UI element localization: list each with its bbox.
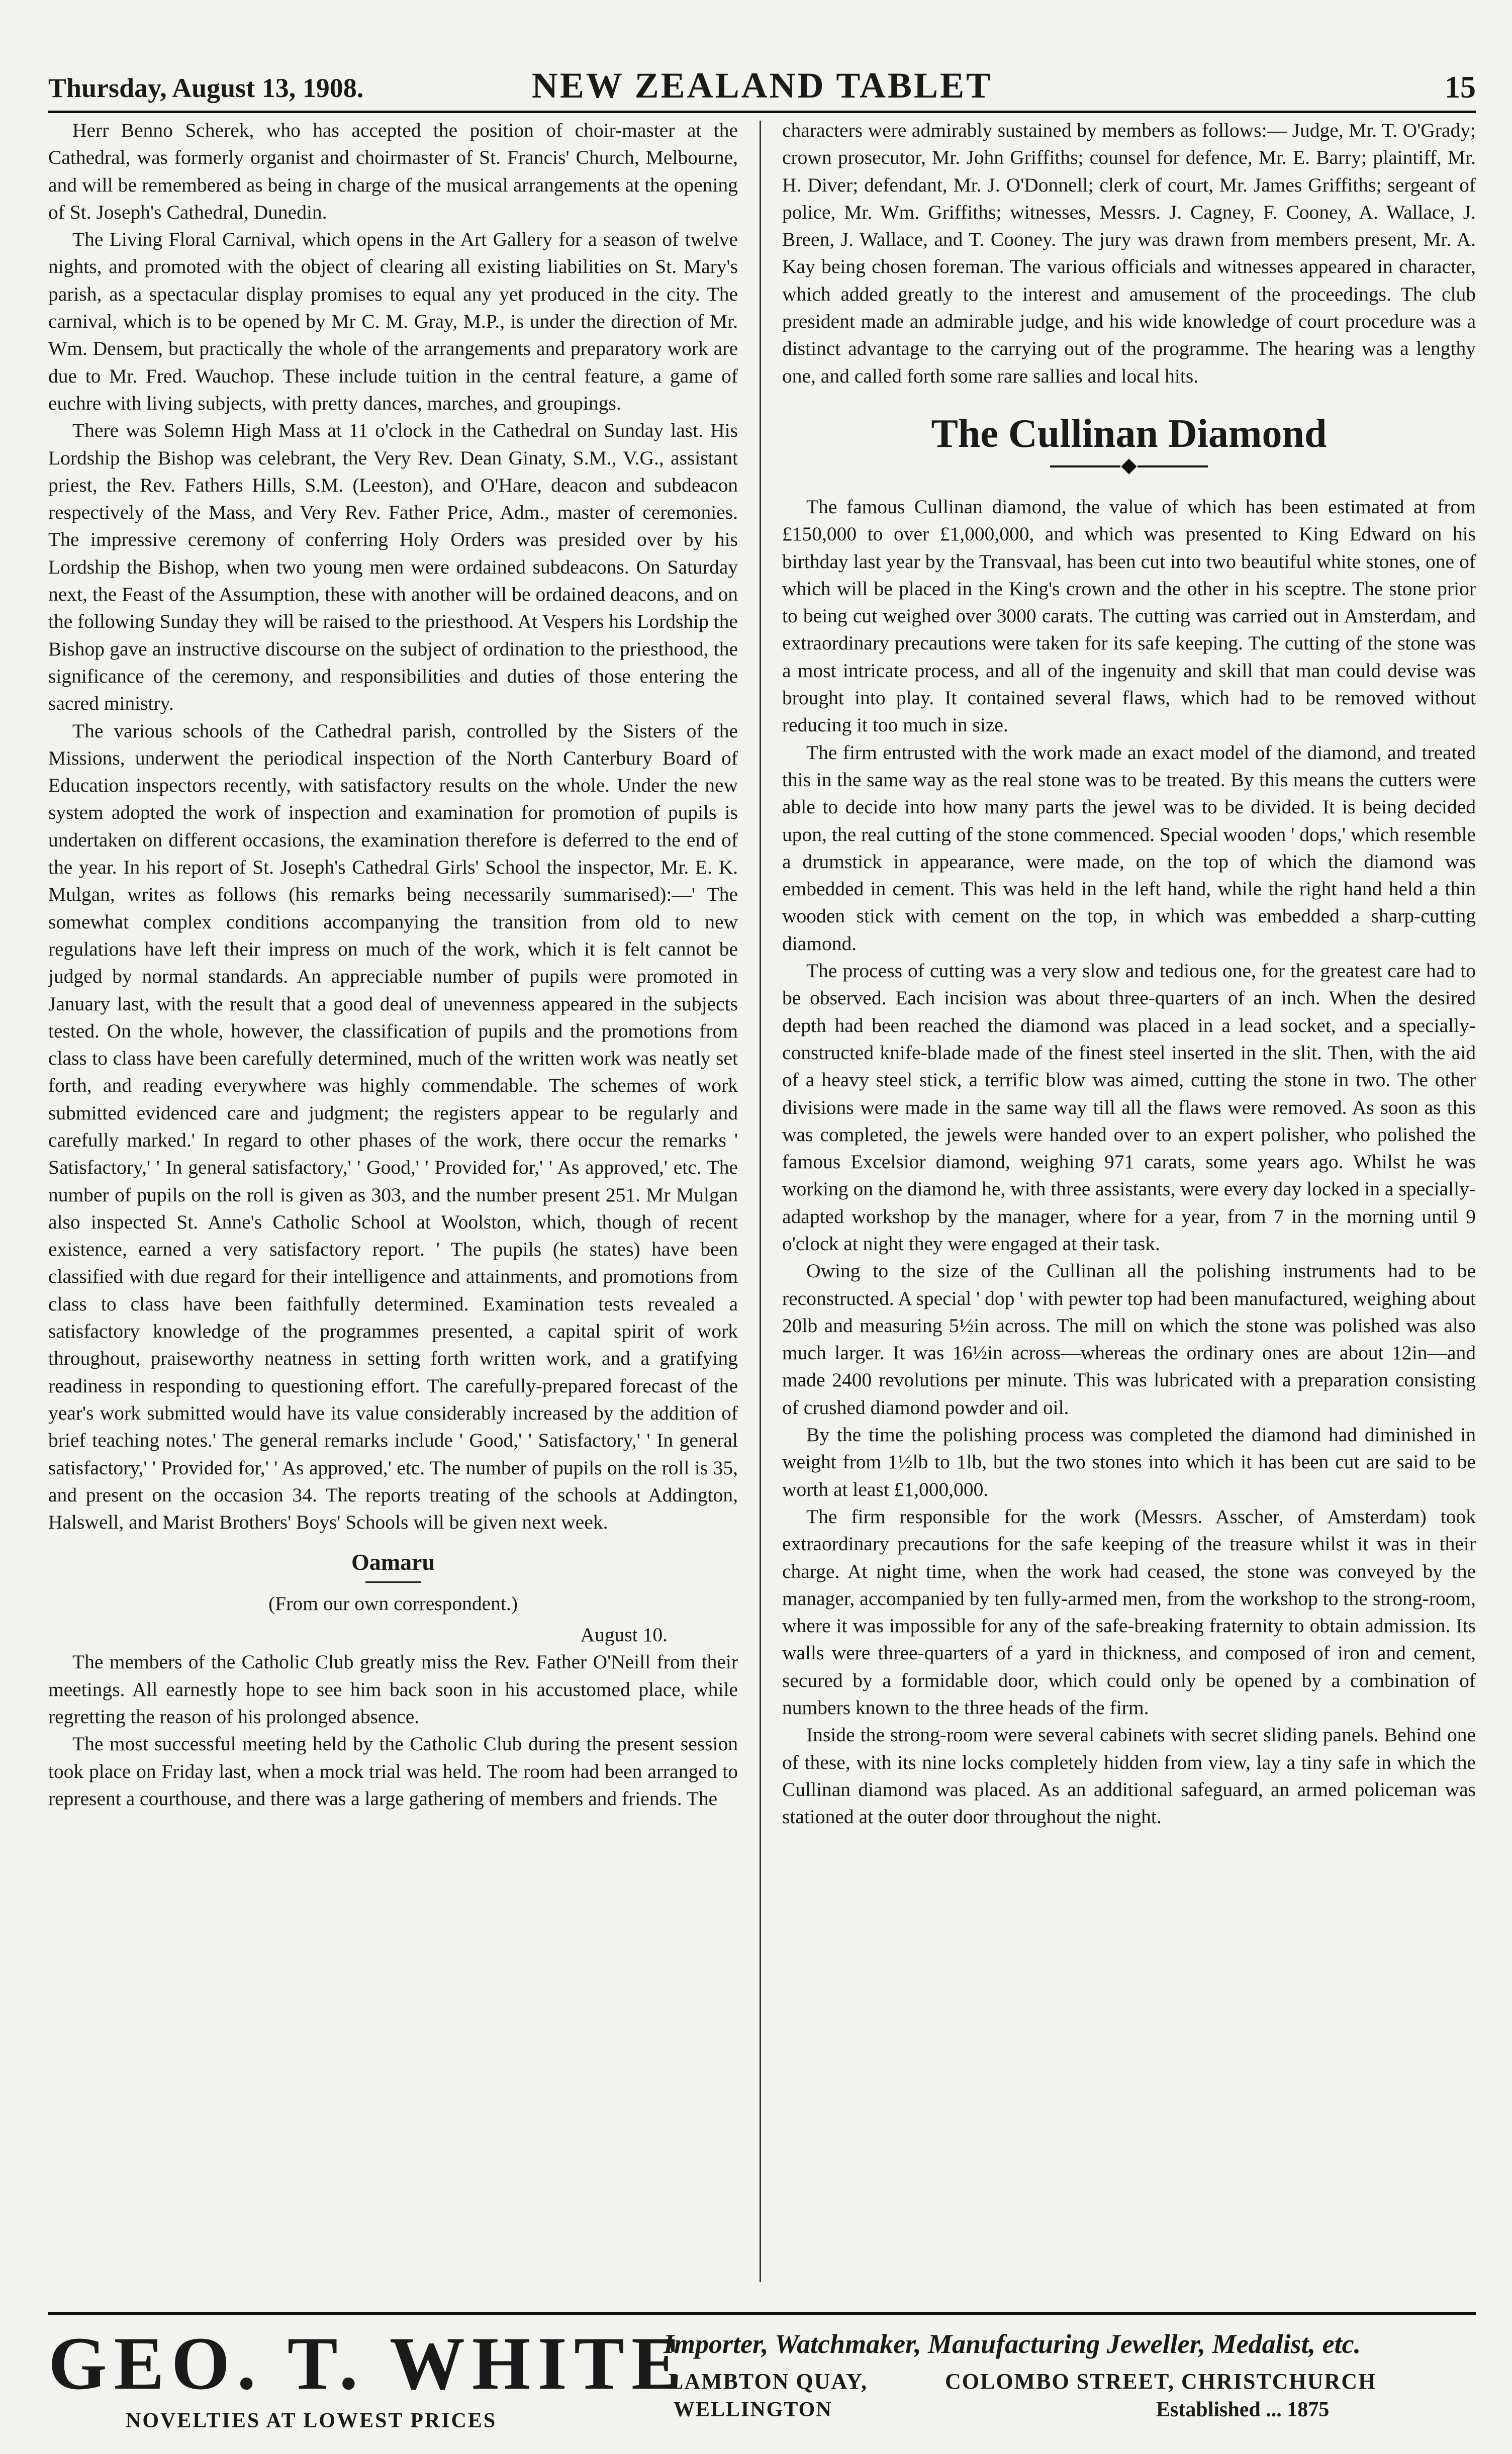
paragraph: The various schools of the Cathedral parish, controlled by the Sisters of the Missions, underwent the periodical inspection of the North Canterbury Board of Education inspectors recently, with satisfactory results on the whole. Under the new system adopted the work of inspection and examination for promotion of pupils is undertaken on different occasions, the examination therefore is deferred to the end of the year. In his report of St. Joseph's Cathedral Girls' School the inspector, Mr. E. K. Mulgan, writes as follows (his remarks being necessarily summarised):—' The somewhat complex conditions accompanying the transition from old to new regulations have left their impress on much of the work, which it is felt cannot be judged by normal standards. An appreciable number of pupils were promoted in January last, with the result that a good deal of unevenness appeared in the subjects tested. On the whole, however, the classification of pupils and the promotions from class to class have been carefully determined, much of the written work was neatly set forth, and reading everywhere was highly commendable. The schemes of work submitted evidenced care and judgment; the registers appear to be regularly and carefully marked.' In regard to other phases of the work, there occur the remarks ' Satisfactory,' ' In general satisfactory,' ' Good,' ' Provided for,' ' As approved,' etc. The number of pupils on the roll is given as 303, and the number present 251. Mr Mulgan also inspected St. Anne's Catholic School at Woolston, which, though of recent existence, earned a very satisfactory report. ' The pupils (he states) have been classified with due regard for their intelligence and attainments, and promotions from class to class have been faithfully determined. Examination tests revealed a satisfactory knowledge of the programmes presented, a capital spirit of work throughout, praiseworthy neatness in setting forth written work, and a gratifying readiness in responding to questioning effort. The carefully-prepared forecast of the year's work submitted would have its value considerably increased by the addition of brief teaching notes.' The general remarks include ' Good,' ' Satisfactory,' ' In general satisfactory,' ' Provided for,' ' As approved,' etc. The number of pupils on the roll is 35, and present on the occasion 34. The reports treating of the schools at Addington, Halswell, and Marist Brothers' Boys' Schools will be given next week. — [48, 719, 738, 1534]
paragraph: The famous Cullinan diamond, the value of which has been estimated at from £150,000 to over £1,000,000, and which was presented to King Edward on his birthday last year by the Transvaal, has been cut into two beautiful white stones, one of which will be placed in the King's crown and the other in his sceptre. The stone prior to being cut weighed over 3000 carats. The cutting was carried out in Amsterdam, and extraordinary precautions were taken for its safe keeping. The cutting of the stone was a most intricate process, and all of the ingenuity and skill that man could devise was brought into play. It contained several flaws, which had to be removed without reducing it too much in size. — [782, 495, 1476, 736]
paragraph: There was Solemn High Mass at 11 o'clock in the Cathedral on Sunday last. His Lordship the Bishop was celebrant, the Very Rev. Dean Ginaty, S.M., V.G., assistant priest, the Rev. Fathers Hills, S.M. (Leeston), and O'Hare, deacon and subdeacon respectively of the Mass, and Very Rev. Father Price, Adm., master of ceremonies. The impressive ceremony of conferring Holy Orders was presided over by his Lordship the Bishop, when two young men were ordained subdeacons. On Saturday next, the Feast of the Assumption, these with another will be ordained deacons, and on the following Sunday they will be raised to the priesthood. At Vespers his Lordship the Bishop gave an instructive discourse on the subject of ordination to the priesthood, the significance of the ceremony, and responsibilities and duties of those entering the sacred ministry. — [48, 419, 738, 715]
paragraph: Herr Benno Scherek, who has accepted the position of choir-master at the Cathedral, was formerly organist and choirmaster of St. Francis' Church, Melbourne, and will be remembered as being in charge of the musical arrangements at the opening of St. Joseph's Cathedral, Dunedin. — [48, 119, 738, 223]
masthead-title: NEW ZEALAND TABLET — [531, 65, 993, 106]
advertiser-address-1: LAMBTON QUAY, — [669, 2369, 868, 2394]
section-heading-oamaru: Oamaru — [351, 1549, 435, 1575]
paragraph: The Living Floral Carnival, which opens in the Art Gallery for a season of twelve nights, and promoted with the object of clearing all existing liabilities on St. Mary's parish, as a spectacular display promises to equal any yet produced in the city. The carnival, which is to be opened by Mr C. M. Gray, M.P., is under the direction of Mr. Wm. Densem, but practically the whole of the arrangements and preparatory work are due to Mr. Fred. Wauchop. These include tuition in the central feature, a game of euchre with living subjects, with pretty dances, marches, and groupings. — [48, 228, 738, 414]
advertiser-established: Established ... 1875 — [1156, 2398, 1330, 2421]
article-heading-cullinan: The Cullinan Diamond — [931, 411, 1327, 456]
advertiser-name: GEO. T. WHITE — [48, 2322, 689, 2405]
page-header — [48, 60, 1476, 113]
section-rule — [365, 1581, 421, 1583]
right-column — [782, 117, 1476, 2278]
correspondent-byline: (From our own correspondent.) — [268, 1592, 518, 1615]
column-divider — [760, 121, 761, 2282]
paragraph: By the time the polishing process was completed the diamond had diminished in weight from 1½lb to 1lb, but the two stones into which it has been cut are said to be worth at least £1,000,000. — [782, 1424, 1476, 1500]
dateline: August 10. — [580, 1624, 668, 1646]
paragraph: characters were admirably sustained by members as follows:— Judge, Mr. T. O'Grady; crown prosecutor, Mr. John Griffiths; counsel for defence, Mr. E. Barry; plaintiff, Mr. H. Diver; defendant, Mr. J. O'Donnell; clerk of court, Mr. James Griffiths; sergeant of police, Mr. Wm. Griffiths; witnesses, Messrs. J. Cagney, F. Cooney, A. Wallace, J. Breen, J. Wallace, and T. Cooney. The jury was drawn from members present, Mr. A. Kay being chosen foreman. The various officials and witnesses appeared in character, which added greatly to the interest and amusement of the proceedings. The club president made an admirable judge, and his wide knowledge of court procedure was a distinct advantage to the carrying out of the programme. The hearing was a lengthy one, and called forth some rare sallies and local hits. — [782, 119, 1476, 387]
paragraph: The firm entrusted with the work made an exact model of the diamond, and treated this in the same way as the real stone was to be treated. By this means the cutters were able to decide into how many parts the jewel was to be divided. It is being decided upon, the real cutting of the stone commenced. Special wooden ' dops,' which resemble a drumstick in appearance, were made, on the top of which the diamond was embedded in cement. This was held in the left hand, while the right hand held a thin wooden stick with cement on the top, in which was embedded a sharp-cutting diamond. — [782, 741, 1476, 955]
advertiser-address-2: COLOMBO STREET, CHRISTCHURCH — [945, 2369, 1377, 2394]
paragraph: The most successful meeting held by the Catholic Club during the present session took place on Friday last, when a mock trial was held. The room had been arranged to represent a courthouse, and there was a large gathering of members and friends. The — [48, 1733, 738, 1810]
ornament-line — [1050, 465, 1120, 467]
paragraph: The members of the Catholic Club greatly miss the Rev. Father O'Neill from their meetings. All earnestly hope to see him back soon in his accustomed place, while regretting the reason of his prolonged absence. — [48, 1651, 738, 1728]
page-number: 15 — [1445, 70, 1476, 105]
advertiser-tagline: NOVELTIES AT LOWEST PRICES — [126, 2409, 497, 2432]
footer-rule — [48, 2312, 1476, 2315]
left-column — [48, 117, 738, 2278]
paragraph: Owing to the size of the Cullinan all the polishing instruments had to be reconstructed. A special ' dop ' with pewter top had been manufactured, weighing about 20lb and measuring 5½in across. The mill on which the stone was polished was also much larger. It was 16½in across—whereas the ordinary ones are about 12in—and made 2400 revolutions per minute. This was lubricated with a preparation consisting of crushed diamond powder and oil. — [782, 1260, 1476, 1419]
heading-ornament — [782, 461, 1476, 472]
advertiser-address-3: WELLINGTON — [674, 2398, 832, 2421]
paragraph: The process of cutting was a very slow and tedious one, for the greatest care had to be observed. Each incision was about three-quarters of an inch. When the desired depth had been reached the diamond was placed in a lead socket, and a specially-constructed knife-blade made of the finest steel inserted in the slit. Then, with the aid of a heavy steel stick, a terrific blow was aimed, cutting the stone in two. The other divisions were made in the same way till all the flaws were removed. As soon as this was completed, the jewels were handed over to an expert polisher, who polished the famous Excelsior diamond, weighing 971 carats, some years ago. Whilst he was working on the diamond he, with three assistants, were every day locked in a specially-adapted workshop by the manager, where for a year, from 7 in the morning until 9 o'clock at night they were engaged at their task. — [782, 960, 1476, 1255]
advertiser-trades: Importer, Watchmaker, Manufacturing Jeweller, Medalist, etc. — [664, 2329, 1361, 2359]
diamond-ornament-icon — [1121, 458, 1137, 474]
paragraph: The firm responsible for the work (Messrs. Asscher, of Amsterdam) took extraordinary precautions for the safe keeping of the treasure whilst it was in their charge. At night time, when the work had ceased, the stone was conveyed by the manager, accompanied by ten fully-armed men, from the workshop to the strong-room, where it was impossible for any of the safe-breaking fraternity to obtain admission. Its walls were three-quarters of a yard in thickness, and composed of iron and cement, secured by a formidable door, which could only be opened by a combination of numbers known to the three heads of the firm. — [782, 1505, 1476, 1719]
issue-date: Thursday, August 13, 1908. — [48, 73, 364, 103]
paragraph: Inside the strong-room were several cabinets with secret sliding panels. Behind one of these, with its nine locks completely hidden from view, lay a tiny safe in which the Cullinan diamond was placed. As an additional safeguard, an armed policeman was stationed at the outer door throughout the night. — [782, 1724, 1476, 1828]
ornament-line — [1138, 465, 1208, 467]
